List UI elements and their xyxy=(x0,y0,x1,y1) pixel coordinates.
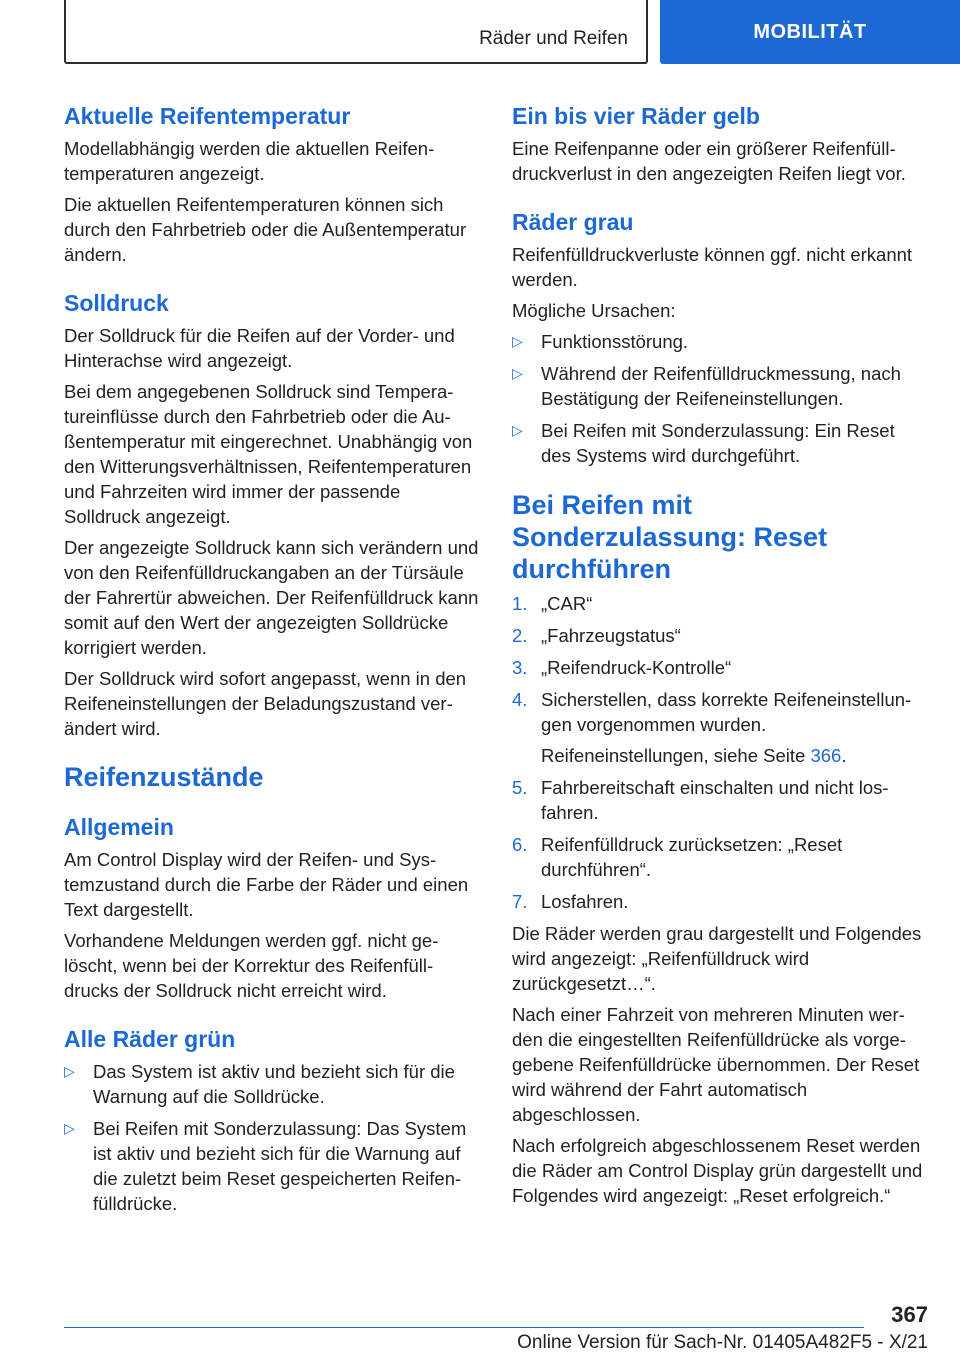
step-note-suffix: . xyxy=(841,745,847,766)
step-text: Fahrbereitschaft einschalten und nicht losfahren. xyxy=(541,777,889,823)
footer-divider xyxy=(64,1327,864,1328)
heading-all-wheels-green: Alle Räder grün xyxy=(64,1026,236,1052)
heading-tire-temperature: Aktuelle Reifentemperatur xyxy=(64,103,351,129)
step-number: 5. xyxy=(512,777,528,798)
paragraph: Eine Reifenpanne oder ein größerer Reifenfülldruckverlust in den angezeigten Reifen liegt vor. xyxy=(512,138,906,184)
right-column xyxy=(512,100,928,1214)
step-item xyxy=(512,655,928,680)
paragraph: Vorhandene Meldungen werden ggf. nicht gelöscht, wenn bei der Korrektur des Reifenfülldrucks der Solldruck nicht erreicht wird. xyxy=(64,930,439,1001)
heading-wheels-yellow: Ein bis vier Räder gelb xyxy=(512,103,760,129)
step-number: 2. xyxy=(512,625,528,646)
step-item xyxy=(512,623,928,648)
list-item-text: Bei Reifen mit Sonderzulassung: Das System ist aktiv und bezieht sich für die Warnung auf die zuletzt beim Reset gespeicherten Reifenfülldrücke. xyxy=(93,1118,467,1214)
header-box xyxy=(64,0,648,64)
triangle-bullet-icon: ▷ xyxy=(512,365,523,381)
header-chapter-tab[interactable] xyxy=(660,0,960,64)
paragraph: Am Control Display wird der Reifen- und Systemzustand durch die Farbe der Räder und einen Text dargestellt. xyxy=(64,849,469,920)
list-item-text: Während der Reifenfülldruckmessung, nach Bestätigung der Reifeneinstellungen. xyxy=(541,363,901,409)
step-text: „Fahrzeugstatus“ xyxy=(541,625,681,646)
list-item xyxy=(64,1116,480,1216)
step-number: 6. xyxy=(512,834,528,855)
heading-reset-procedure: Bei Reifen mit Sonderzulassung: Reset durchführen xyxy=(512,490,828,584)
list-item xyxy=(64,1059,480,1109)
step-note xyxy=(541,743,928,768)
triangle-bullet-icon: ▷ xyxy=(64,1120,75,1136)
list-item xyxy=(512,418,928,468)
step-text: „CAR“ xyxy=(541,593,593,614)
list-item-text: Funktionsstörung. xyxy=(541,331,689,352)
triangle-bullet-icon: ▷ xyxy=(512,333,523,349)
step-number: 3. xyxy=(512,657,528,678)
heading-tire-states: Reifenzustände xyxy=(64,762,264,792)
step-number: 7. xyxy=(512,891,528,912)
list-item xyxy=(512,361,928,411)
paragraph: Nach erfolgreich abgeschlossenem Reset werden die Räder am Control Display grün dargestellt und Folgendes wird angezeigt: „Reset erfolgreich.“ xyxy=(512,1135,923,1206)
step-number: 4. xyxy=(512,689,528,710)
step-item xyxy=(512,832,928,882)
list-item xyxy=(512,329,928,354)
triangle-bullet-icon: ▷ xyxy=(64,1063,75,1079)
step-item xyxy=(512,687,928,768)
bullet-list-grey xyxy=(512,329,928,468)
step-note-text: Reifeneinstellungen, siehe Seite xyxy=(541,745,806,766)
paragraph: Mögliche Ursachen: xyxy=(512,300,676,321)
paragraph: Reifenfülldruckverluste können ggf. nicht erkannt werden. xyxy=(512,244,913,290)
step-text: Losfahren. xyxy=(541,891,629,912)
paragraph: Der Solldruck für die Reifen auf der Vorder- und Hinterachse wird angezeigt. xyxy=(64,325,455,371)
step-item xyxy=(512,775,928,825)
step-number: 1. xyxy=(512,593,528,614)
page-reference-link[interactable]: 366 xyxy=(810,745,842,766)
left-column xyxy=(64,100,480,1223)
heading-wheels-grey: Räder grau xyxy=(512,209,634,235)
step-item xyxy=(512,591,928,616)
list-item-text: Das System ist aktiv und bezieht sich für die Warnung auf die Solldrücke. xyxy=(93,1061,455,1107)
bullet-list-green xyxy=(64,1059,480,1216)
heading-target-pressure: Solldruck xyxy=(64,290,169,316)
list-item-text: Bei Reifen mit Sonderzulassung: Ein Reset des Systems wird durchgeführt. xyxy=(541,420,895,466)
step-text: Reifenfülldruck zurücksetzen: „Reset durchführen“. xyxy=(541,834,843,880)
paragraph: Modellabhängig werden die aktuellen Reifentemperaturen angezeigt. xyxy=(64,138,435,184)
page-number: 367 xyxy=(891,1302,928,1327)
footer-version-text: Online Version für Sach-Nr. 01405A482F5 - X/21 xyxy=(517,1332,928,1353)
paragraph: Der angezeigte Solldruck kann sich verändern und von den Reifenfülldruckangaben an der Türsäule der Fahrertür abweichen. Der Reifenfülldruck kann somit auf den Wert der angezeigten Solldrücke korrigiert werden. xyxy=(64,537,479,658)
heading-general: Allgemein xyxy=(64,814,174,840)
header-chapter-label: MOBILITÄT xyxy=(753,20,867,43)
step-text: „Reifendruck-Kontrolle“ xyxy=(541,657,732,678)
header-section-title: Räder und Reifen xyxy=(479,28,628,49)
step-item xyxy=(512,889,928,914)
paragraph: Bei dem angegebenen Solldruck sind Temperatureinflüsse durch den Fahrbetrieb oder die Außentemperatur mit eingerechnet. Unabhängig von den Witterungsverhältnissen, Reifentemperaturen und Fahrzeiten wird immer der passende Solldruck angezeigt. xyxy=(64,381,473,527)
paragraph: Der Solldruck wird sofort angepasst, wenn in den Reifeneinstellungen der Beladungszustand verändert wird. xyxy=(64,668,467,739)
paragraph: Nach einer Fahrzeit von mehreren Minuten werden die eingestellten Reifenfülldrücke als vorgegebene Reifenfülldrücke übernommen. Der Reset wird während der Fahrt automatisch abgeschlossen. xyxy=(512,1004,920,1125)
paragraph: Die Räder werden grau dargestellt und Folgendes wird angezeigt: „Reifenfülldruck wird zurückgesetzt…“. xyxy=(512,923,922,994)
triangle-bullet-icon: ▷ xyxy=(512,422,523,438)
numbered-steps xyxy=(512,591,928,914)
paragraph: Die aktuellen Reifentemperaturen können sich durch den Fahrbetrieb oder die Außentemperatur ändern. xyxy=(64,194,467,265)
step-text: Sicherstellen, dass korrekte Reifeneinstellungen vorgenommen wurden. xyxy=(541,689,912,735)
